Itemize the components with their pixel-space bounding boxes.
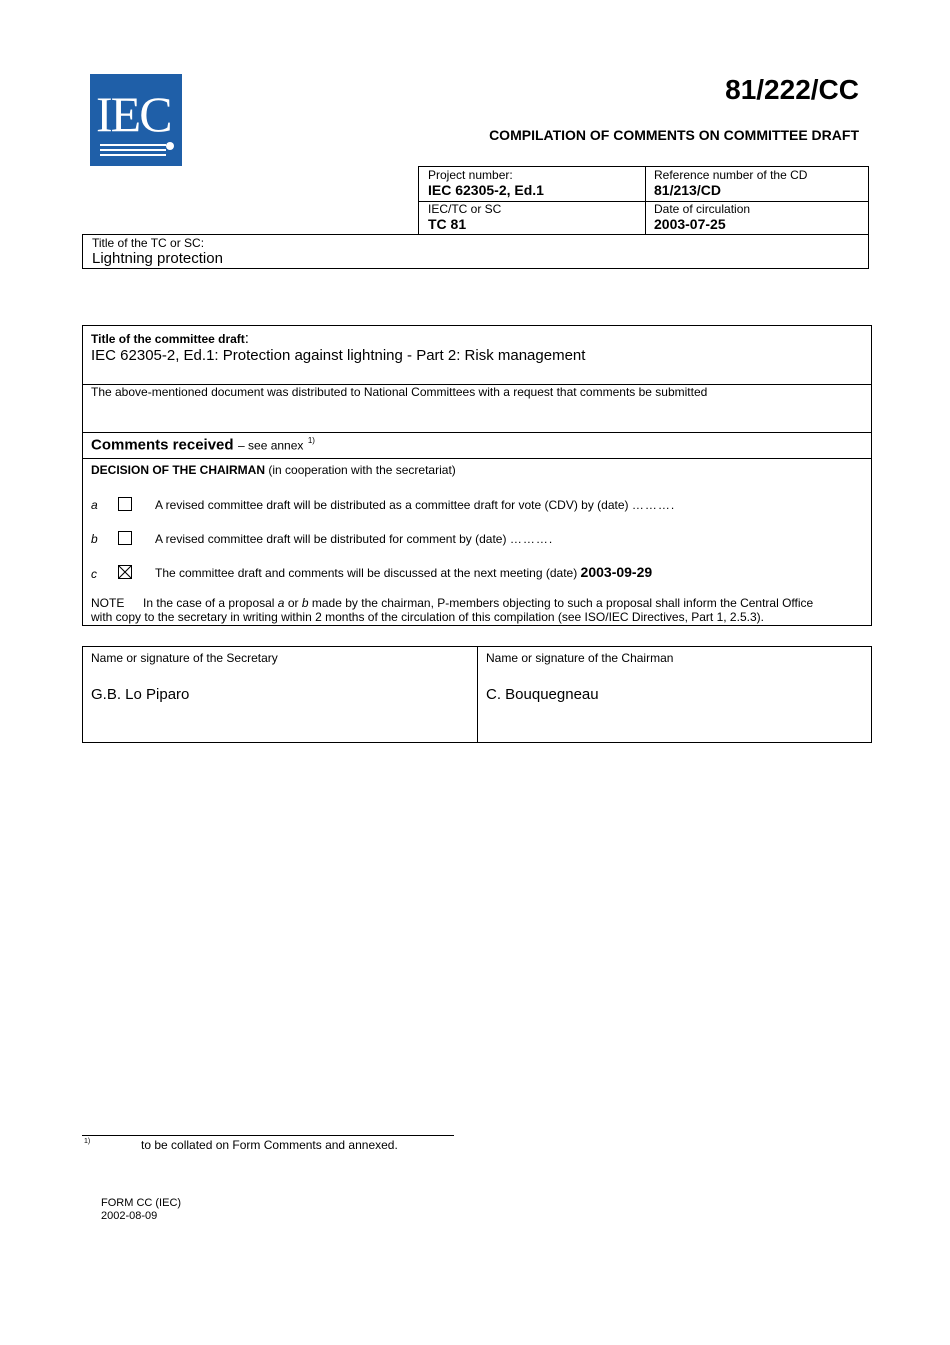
- tc-label: IEC/TC or SC: [428, 202, 502, 216]
- signatures-box: [82, 646, 872, 743]
- draft-title: IEC 62305-2, Ed.1: Protection against lightning - Part 2: Risk management: [91, 347, 586, 364]
- logo-line: [100, 149, 166, 151]
- option-b-checkbox[interactable]: [118, 531, 132, 545]
- comments-suffix: – see annex: [238, 438, 304, 453]
- distributed-text: The above-mentioned document was distributed to National Committees with a request that comments be submitted: [91, 385, 708, 399]
- divider: [82, 432, 872, 433]
- option-b-text: A revised committee draft will be distributed for comment by (date): [155, 532, 507, 546]
- project-info-table: [418, 166, 869, 235]
- option-text: [155, 498, 675, 512]
- document-number: 81/222/CC: [725, 74, 859, 105]
- reference-cell: [645, 167, 816, 200]
- option-text: [155, 564, 652, 580]
- colon: :: [244, 330, 249, 347]
- decision-label: DECISION OF THE CHAIRMAN: [91, 463, 265, 477]
- comments-received: [91, 436, 315, 454]
- divider: [82, 458, 872, 459]
- decision-suffix: (in cooperation with the secretariat): [268, 463, 456, 477]
- note-label: NOTE: [91, 596, 125, 610]
- secretary-name: G.B. Lo Piparo: [91, 686, 190, 703]
- meeting-date: 2003-09-29: [580, 564, 653, 580]
- option-text: [155, 532, 553, 546]
- footnote-ref: 1): [307, 436, 315, 445]
- document-heading: COMPILATION OF COMMENTS ON COMMITTEE DRAFT: [489, 127, 859, 143]
- option-letter: a: [91, 498, 98, 512]
- option-c-text: The committee draft and comments will be discussed at the next meeting (date): [155, 566, 578, 580]
- date-cell: [645, 201, 759, 234]
- secretary-label: Name or signature of the Secretary: [91, 651, 278, 665]
- note-part2: made by the chairman, P-members objecting to such a proposal shall inform the Central Office: [311, 596, 814, 610]
- circulation-date: 2003-07-25: [654, 216, 726, 232]
- comments-label: Comments received: [91, 436, 234, 454]
- option-a-value: ……….: [631, 498, 676, 512]
- form-date: 2002-08-09: [101, 1210, 158, 1222]
- draft-title-label: Title of the committee draft: [91, 332, 245, 346]
- footnote-rule: [82, 1135, 454, 1136]
- reference-label: Reference number of the CD: [654, 168, 808, 182]
- option-b-value: ……….: [509, 532, 554, 546]
- logo-dot: [166, 142, 174, 150]
- note: [91, 596, 871, 624]
- tc-value: TC 81: [428, 216, 467, 232]
- option-c-checkbox[interactable]: [118, 565, 132, 579]
- note-or: or: [287, 596, 299, 610]
- note-part1: In the case of a proposal: [143, 596, 275, 610]
- logo-line: [100, 154, 166, 156]
- tc-title: Lightning protection: [92, 250, 223, 267]
- form-name: FORM CC (IEC): [101, 1197, 182, 1209]
- chairman-name: C. Bouquegneau: [486, 686, 599, 703]
- option-a-text: A revised committee draft will be distributed as a committee draft for vote (CDV) by (date): [155, 498, 629, 512]
- reference-number: 81/213/CD: [654, 182, 721, 198]
- iec-logo: [90, 74, 182, 166]
- note-b: b: [301, 596, 309, 610]
- footnote-text: to be collated on Form Comments and annexed.: [141, 1138, 398, 1152]
- tc-cell: [419, 201, 510, 234]
- form-info: [101, 1197, 181, 1223]
- note-a: a: [277, 596, 285, 610]
- tc-title-label: Title of the TC or SC:: [92, 236, 205, 250]
- option-letter: b: [91, 532, 98, 546]
- chairman-label: Name or signature of the Chairman: [486, 651, 674, 665]
- project-number-cell: [419, 167, 553, 200]
- tc-title-box: [82, 234, 869, 269]
- date-label: Date of circulation: [654, 202, 751, 216]
- option-a-checkbox[interactable]: [118, 497, 132, 511]
- divider: [477, 647, 478, 743]
- draft-title-heading: [91, 330, 249, 347]
- project-number-label: Project number:: [428, 168, 513, 182]
- option-letter: c: [91, 567, 97, 581]
- decision-heading: [91, 463, 456, 477]
- logo-line: [100, 144, 166, 146]
- checkmark-x-icon: [118, 565, 132, 579]
- logo-text: IEC: [96, 86, 171, 142]
- note-line2: with copy to the secretary in writing within 2 months of the circulation of this compilation (see ISO/IEC Directives, Part 1, 2.5.3).: [91, 610, 764, 624]
- project-number: IEC 62305-2, Ed.1: [428, 182, 544, 198]
- footnote-mark: 1): [84, 1138, 91, 1145]
